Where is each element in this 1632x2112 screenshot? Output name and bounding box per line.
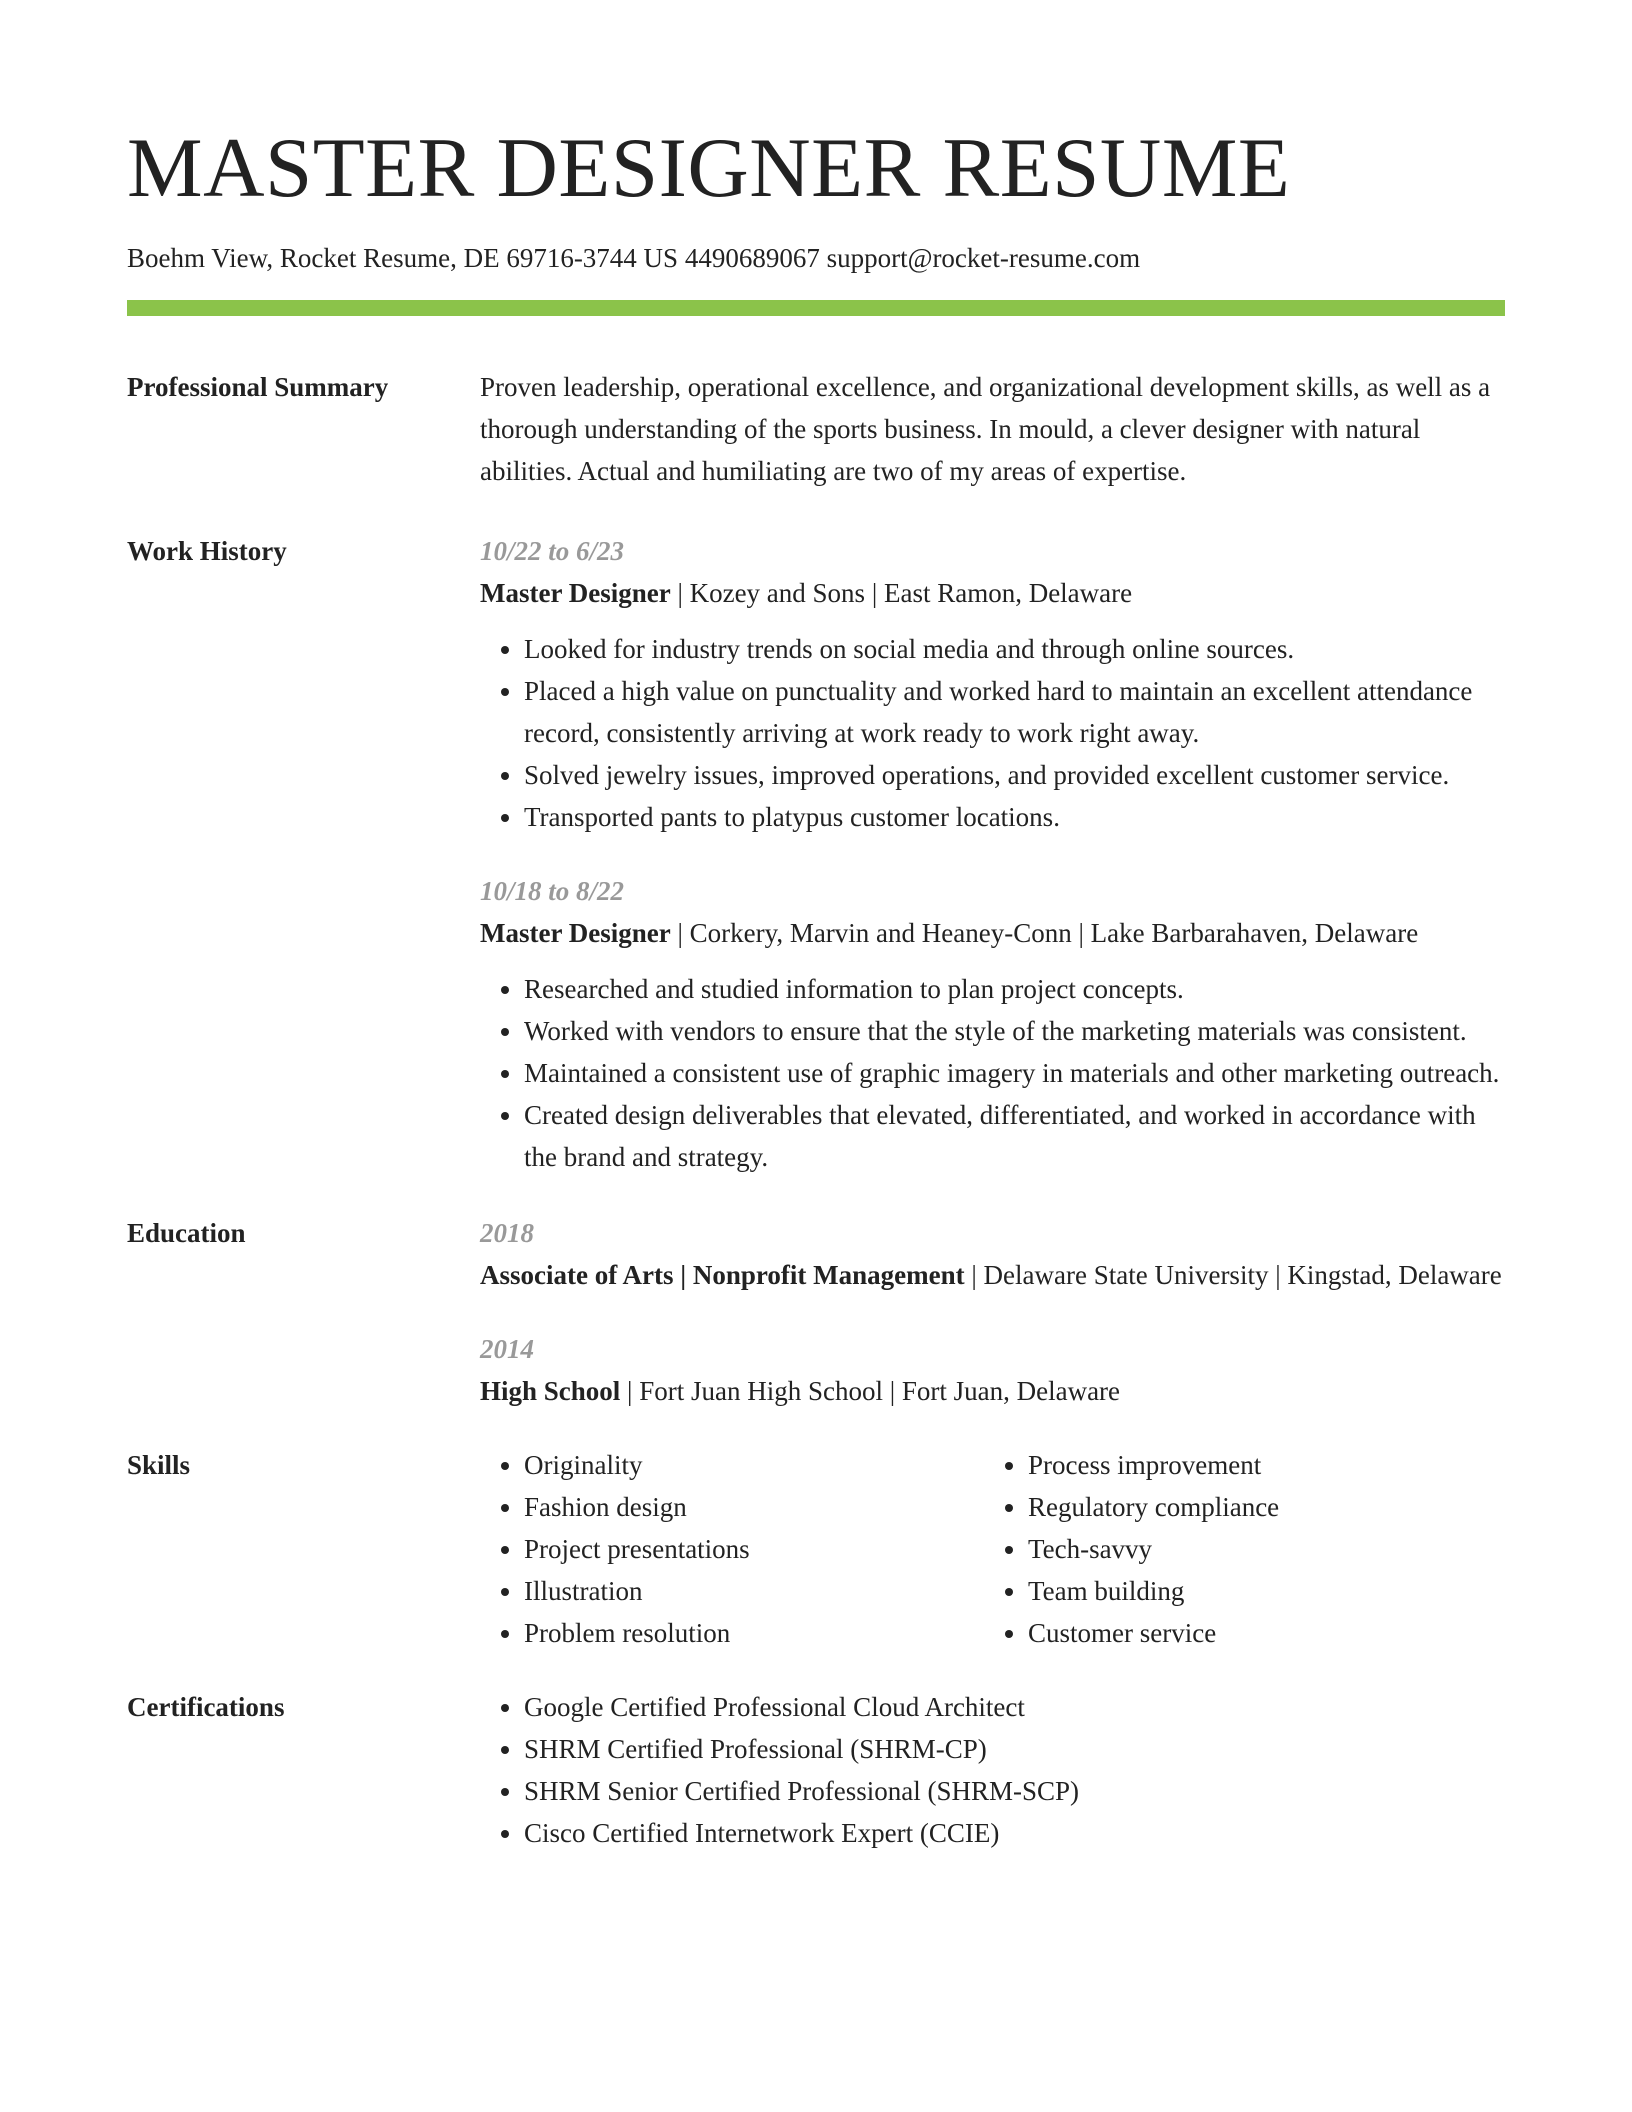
- education-entry: [480, 1212, 1505, 1296]
- work-history-body: [480, 530, 1505, 1178]
- education-year: 2018: [480, 1218, 534, 1248]
- job-entry: [480, 530, 1505, 838]
- list-item: • SHRM Certified Professional (SHRM-CP): [524, 1728, 1505, 1770]
- list-item: • Looked for industry trends on social media and through online sources.: [524, 628, 1505, 670]
- resume-title: MASTER DESIGNER RESUME: [127, 121, 1291, 215]
- list-item: • Fashion design: [524, 1486, 984, 1528]
- skills-column-right: [984, 1444, 1505, 1654]
- education-details: | Delaware State University | Kingstad, Delaware: [964, 1260, 1502, 1290]
- education-body: [480, 1212, 1505, 1412]
- list-item: • Originality: [524, 1444, 984, 1486]
- list-item: • Transported pants to platypus customer locations.: [524, 796, 1505, 838]
- summary-section: [127, 366, 1505, 492]
- education-year: 2014: [480, 1334, 534, 1364]
- list-item: • Process improvement: [1028, 1444, 1505, 1486]
- section-label-work: Work History: [127, 536, 287, 566]
- skills-column-left: [480, 1444, 984, 1654]
- education-degree: High School: [480, 1376, 621, 1406]
- list-item: • Solved jewelry issues, improved operations, and provided excellent customer service.: [524, 754, 1505, 796]
- list-item: • Worked with vendors to ensure that the style of the marketing materials was consistent.: [524, 1010, 1505, 1052]
- job-title: Master Designer: [480, 918, 671, 948]
- job-heading: [480, 912, 1505, 954]
- job-heading: [480, 572, 1505, 614]
- list-item: • Project presentations: [524, 1528, 984, 1570]
- job-dates: 10/18 to 8/22: [480, 876, 625, 906]
- job-bullets: [480, 628, 1505, 838]
- list-item: • Researched and studied information to plan project concepts.: [524, 968, 1505, 1010]
- list-item: • Placed a high value on punctuality and worked hard to maintain an excellent attendance record, consistently arriving at work ready to work right away.: [524, 670, 1505, 754]
- education-heading: [480, 1370, 1505, 1412]
- list-item: • Regulatory compliance: [1028, 1486, 1505, 1528]
- section-label-education: Education: [127, 1218, 246, 1248]
- list-item: • Team building: [1028, 1570, 1505, 1612]
- list-item: • Created design deliverables that elevated, differentiated, and worked in accordance with the brand and strategy.: [524, 1094, 1505, 1178]
- skills-section: [127, 1444, 1505, 1654]
- section-label-skills: Skills: [127, 1450, 191, 1480]
- education-details: | Fort Juan High School | Fort Juan, Delaware: [620, 1376, 1121, 1406]
- work-history-section: [127, 530, 1505, 1178]
- job-dates: 10/22 to 6/23: [480, 536, 625, 566]
- job-details: | Corkery, Marvin and Heaney-Conn | Lake Barbarahaven, Delaware: [670, 918, 1419, 948]
- list-item: • Cisco Certified Internetwork Expert (CCIE): [524, 1812, 1505, 1854]
- education-heading: [480, 1254, 1505, 1296]
- skills-list-left: [480, 1444, 984, 1654]
- contact-line: Boehm View, Rocket Resume, DE 69716-3744 US 4490689067 support@rocket-resume.com: [127, 243, 1141, 273]
- summary-text: Proven leadership, operational excellence, and organizational development skills, as well as a thorough understanding of the sports business. In mould, a clever designer with natural abilities. Actual and humiliating are two of my areas of expertise.: [480, 372, 1491, 486]
- job-title: Master Designer: [480, 578, 671, 608]
- certifications-section: [127, 1686, 1505, 1854]
- certifications-body: [480, 1686, 1505, 1854]
- list-item: • Customer service: [1028, 1612, 1505, 1654]
- education-degree: Associate of Arts | Nonprofit Management: [480, 1260, 965, 1290]
- list-item: • Tech-savvy: [1028, 1528, 1505, 1570]
- job-details: | Kozey and Sons | East Ramon, Delaware: [670, 578, 1133, 608]
- list-item: • Maintained a consistent use of graphic imagery in materials and other marketing outreach.: [524, 1052, 1505, 1094]
- list-item: • Illustration: [524, 1570, 984, 1612]
- list-item: • SHRM Senior Certified Professional (SHRM-SCP): [524, 1770, 1505, 1812]
- header-divider: [127, 300, 1505, 316]
- section-label-certifications: Certifications: [127, 1692, 285, 1722]
- job-entry: [480, 870, 1505, 1178]
- section-label-summary: Professional Summary: [127, 372, 389, 402]
- list-item: • Google Certified Professional Cloud Architect: [524, 1686, 1505, 1728]
- certifications-list: [480, 1686, 1505, 1854]
- education-section: [127, 1212, 1505, 1412]
- job-bullets: [480, 968, 1505, 1178]
- skills-body: [480, 1444, 1505, 1654]
- skills-list-right: [984, 1444, 1505, 1654]
- education-entry: [480, 1328, 1505, 1412]
- list-item: • Problem resolution: [524, 1612, 984, 1654]
